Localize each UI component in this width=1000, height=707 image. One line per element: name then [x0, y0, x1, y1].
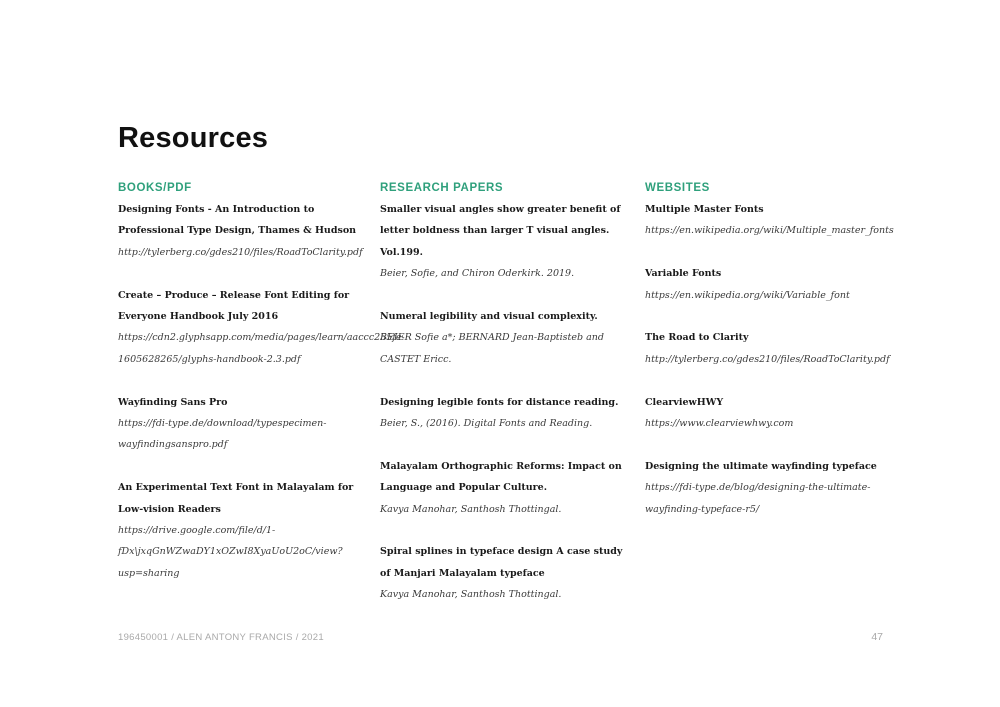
paper-title: Malayalam Orthographic Reforms: Impact on Language and Popular Culture.: [380, 460, 622, 494]
website-entry: [645, 456, 895, 520]
paper-entry: [380, 306, 632, 370]
website-link[interactable]: https://fdi-type.de/blog/designing-the-ultimate-wayfinding-typeface-r5/: [645, 482, 871, 515]
website-link[interactable]: https://www.clearviewhwy.com: [645, 418, 794, 430]
book-entry: [118, 392, 368, 456]
books-column: [118, 181, 405, 606]
paper-authors: BEIER Sofie a*; BERNARD Jean-Baptisteb and CASTET Ericc.: [380, 332, 604, 365]
book-title: An Experimental Text Font in Malayalam for Low-vision Readers: [118, 482, 354, 515]
book-title: Create – Produce – Release Font Editing for Everyone Handbook July 2016: [118, 289, 350, 323]
paper-title: Numeral legibility and visual complexity.: [380, 311, 598, 323]
website-title: The Road to Clarity: [645, 332, 749, 344]
website-link[interactable]: https://en.wikipedia.org/wiki/Variable_font: [645, 289, 850, 301]
page-number: 47: [871, 631, 883, 643]
paper-authors: Kavya Manohar, Santhosh Thottingal.: [380, 589, 562, 601]
book-link[interactable]: https://fdi-type.de/download/typespecimen-wayfindingsanspro.pdf: [118, 418, 327, 451]
research-heading: RESEARCH PAPERS: [380, 182, 504, 194]
paper-title: Smaller visual angles show greater benefit of letter boldness than larger T visual angles. Vol.199.: [380, 204, 621, 258]
website-link[interactable]: https://en.wikipedia.org/wiki/Multiple_master_fonts: [645, 225, 894, 237]
book-entry: [118, 199, 368, 263]
website-title: Variable Fonts: [645, 268, 722, 280]
website-link[interactable]: http://tylerberg.co/gdes210/files/RoadToClarity.pdf: [645, 353, 890, 365]
books-heading: BOOKS/PDF: [118, 182, 192, 194]
paper-authors: Beier, Sofie, and Chiron Oderkirk. 2019.: [380, 268, 575, 280]
website-entry: [645, 199, 895, 242]
paper-entry: [380, 456, 632, 520]
paper-title: Designing legible fonts for distance reading.: [380, 396, 619, 408]
book-title: Designing Fonts - An Introduction to Professional Type Design, Thames & Hudson: [118, 204, 357, 237]
paper-authors: Beier, S., (2016). Digital Fonts and Reading.: [380, 418, 593, 430]
website-entry: [645, 392, 895, 435]
book-entry: [118, 285, 405, 371]
paper-entry: [380, 541, 632, 605]
book-entry: [118, 477, 368, 584]
paper-entry: [380, 199, 632, 285]
paper-authors: Kavya Manohar, Santhosh Thottingal.: [380, 503, 562, 515]
websites-heading: WEBSITES: [645, 182, 710, 194]
website-entry: [645, 263, 895, 306]
book-link[interactable]: http://tylerberg.co/gdes210/files/RoadToClarity.pdf: [118, 246, 363, 258]
book-title: Wayfinding Sans Pro: [118, 396, 228, 408]
paper-entry: [380, 392, 632, 435]
page-title: Resources: [118, 122, 269, 154]
research-column: [380, 181, 632, 627]
paper-title: Spiral splines in typeface design A case study of Manjari Malayalam typeface: [380, 546, 623, 579]
book-link[interactable]: https://cdn2.glyphsapp.com/media/pages/learn/aaccc255fe-1605628265/glyphs-handbook-2.3.pdf: [118, 332, 405, 365]
website-title: ClearviewHWY: [645, 396, 724, 408]
book-link[interactable]: https://drive.google.com/file/d/1-fDx\jxqGnWZwaDY1xOZwI8XyaUoU2oC/view?usp=sharing: [118, 525, 343, 579]
website-title: Designing the ultimate wayfinding typeface: [645, 460, 877, 472]
website-title: Multiple Master Fonts: [645, 204, 764, 215]
footer-author-info: 196450001 / ALEN ANTONY FRANCIS / 2021: [118, 632, 324, 643]
websites-column: [645, 181, 895, 541]
website-entry: [645, 327, 895, 370]
